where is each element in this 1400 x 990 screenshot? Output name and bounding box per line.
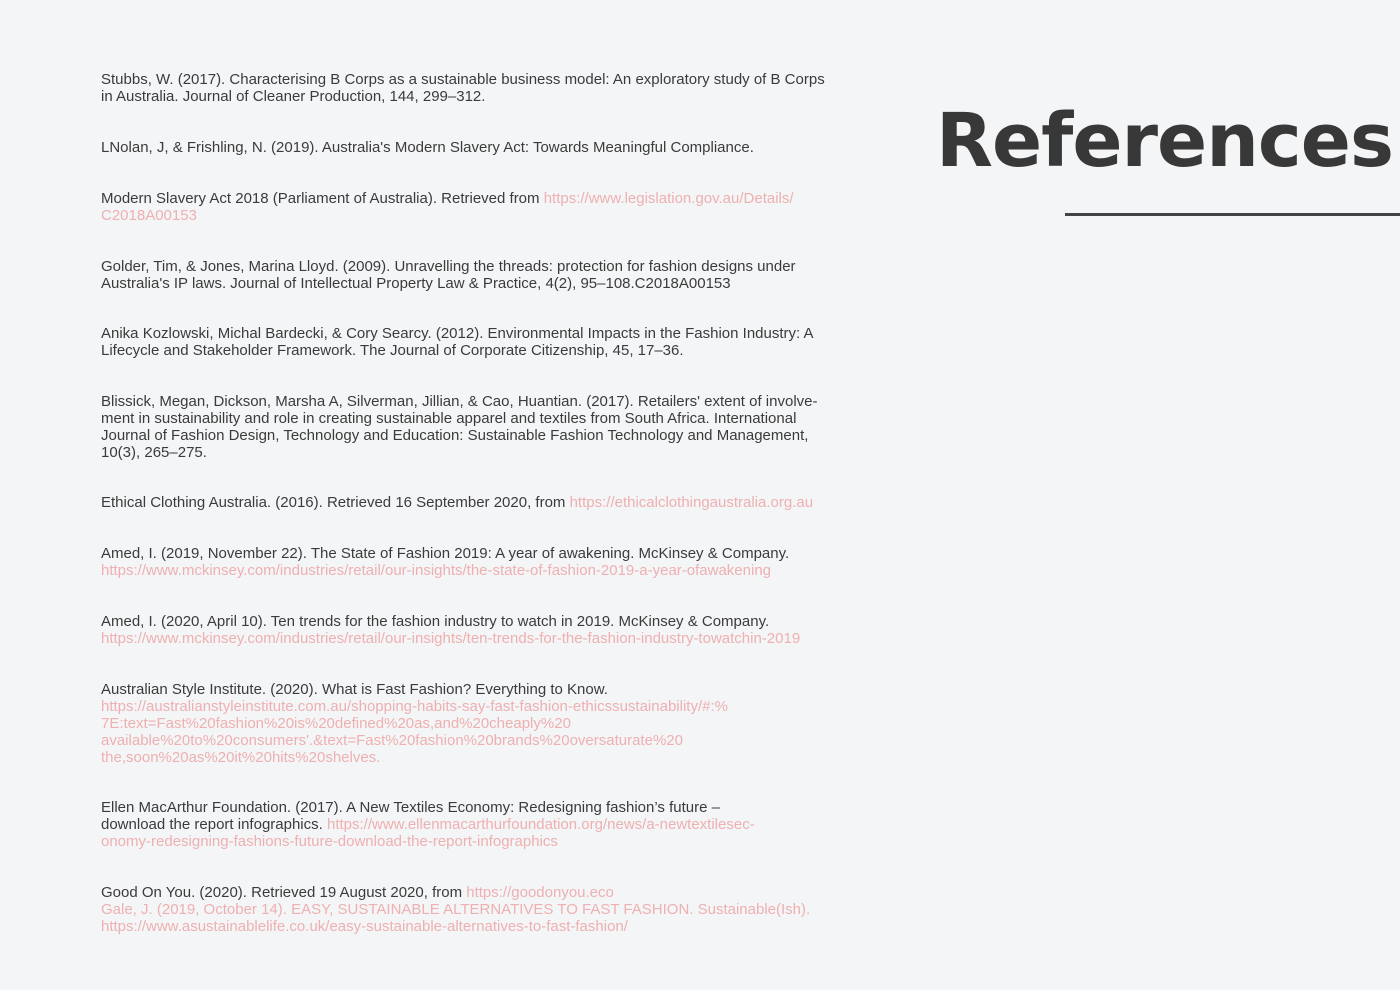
reference-line — [101, 732, 891, 749]
reference-text: download the report infographics. — [101, 816, 327, 833]
reference-link[interactable]: https://www.asustainablelife.co.uk/easy-sustainable-alternatives-to-fast-fashion/ — [101, 918, 628, 935]
reference-text: Stubbs, W. (2017). Characterising B Corps as a sustainable business model: An exploratory study of B Corps — [101, 71, 825, 88]
reference-text: Lifecycle and Stakeholder Framework. The Journal of Corporate Citizenship, 45, 17–36. — [101, 342, 684, 359]
reference-text: ment in sustainability and role in creating sustainable apparel and textiles from South Africa. International — [101, 410, 797, 427]
reference-link[interactable]: https://www.ellenmacarthurfoundation.org/news/a-newtextilesec- — [326, 816, 755, 833]
reference-line — [101, 613, 891, 630]
reference-text: Blissick, Megan, Dickson, Marsha A, Silverman, Jillian, & Cao, Huantian. (2017). Retailers' extent of involve- — [101, 393, 818, 410]
reference-link[interactable]: available%20to%20consumers'.&text=Fast%20fashion%20brands%20oversaturate%20 — [101, 732, 683, 749]
reference-line — [101, 393, 891, 410]
reference-line — [101, 749, 891, 766]
reference-line — [101, 139, 891, 156]
reference-text: 10(3), 265–275. — [101, 444, 207, 461]
reference-line — [101, 833, 891, 850]
reference-link[interactable]: the,soon%20as%20it%20hits%20shelves. — [101, 749, 381, 766]
page-title: References — [936, 98, 1394, 184]
reference-text: Australia's IP laws. Journal of Intellectual Property Law & Practice, 4(2), 95–108.C2018A00153 — [101, 275, 731, 292]
reference-line — [101, 698, 891, 715]
reference-entry — [101, 681, 891, 766]
reference-link[interactable]: https://goodonyou.eco — [466, 884, 614, 901]
reference-text: Modern Slavery Act 2018 (Parliament of Australia). Retrieved from — [101, 190, 544, 207]
reference-text: Amed, I. (2020, April 10). Ten trends for the fashion industry to watch in 2019. McKinsey & Company. — [101, 613, 770, 630]
reference-link[interactable]: 7E:text=Fast%20fashion%20is%20defined%20as,and%20cheaply%20 — [101, 715, 571, 732]
reference-entry — [101, 799, 891, 850]
reference-link[interactable]: C2018A00153 — [101, 207, 197, 224]
reference-line — [101, 901, 891, 918]
reference-line — [101, 275, 891, 292]
reference-line — [101, 342, 891, 359]
reference-entry — [101, 613, 891, 647]
reference-link[interactable]: https://www.mckinsey.com/industries/retail/our-insights/ten-trends-for-the-fashion-industry-towatchin-2019 — [101, 630, 801, 647]
reference-line — [101, 545, 891, 562]
reference-text: Ethical Clothing Australia. (2016). Retrieved 16 September 2020, from — [101, 494, 570, 511]
reference-text: Good On You. (2020). Retrieved 19 August 2020, from — [101, 884, 467, 901]
reference-text: Australian Style Institute. (2020). What is Fast Fashion? Everything to Know. — [101, 681, 608, 698]
reference-line — [101, 816, 891, 833]
reference-text: in Australia. Journal of Cleaner Production, 144, 299–312. — [101, 88, 486, 105]
title-underline — [1065, 213, 1400, 216]
reference-line — [101, 918, 891, 935]
reference-line — [101, 190, 891, 207]
reference-text: Ellen MacArthur Foundation. (2017). A New Textiles Economy: Redesigning fashion’s future – — [101, 799, 720, 816]
reference-entry — [101, 190, 891, 224]
reference-line — [101, 562, 891, 579]
reference-entry — [101, 139, 891, 156]
reference-line — [101, 494, 891, 511]
reference-line — [101, 258, 891, 275]
reference-line — [101, 88, 891, 105]
reference-line — [101, 427, 891, 444]
reference-entry — [101, 393, 891, 461]
reference-link[interactable]: onomy-redesigning-fashions-future-download-the-report-infographics — [101, 833, 558, 850]
reference-text: LNolan, J, & Frishling, N. (2019). Australia's Modern Slavery Act: Towards Meaningful Compliance. — [101, 139, 754, 156]
reference-line — [101, 207, 891, 224]
reference-link[interactable]: Gale, J. (2019, October 14). EASY, SUSTAINABLE ALTERNATIVES TO FAST FASHION. Sustainable(Ish). — [101, 901, 811, 918]
reference-entry — [101, 494, 891, 511]
reference-line — [101, 410, 891, 427]
reference-text: Journal of Fashion Design, Technology and Education: Sustainable Fashion Technology and Management, — [101, 427, 809, 444]
reference-entry — [101, 545, 891, 579]
reference-entry — [101, 325, 891, 359]
reference-line — [101, 884, 891, 901]
reference-text: Anika Kozlowski, Michal Bardecki, & Cory Searcy. (2012). Environmental Impacts in the Fashion Industry: A — [101, 325, 814, 342]
reference-line — [101, 325, 891, 342]
reference-link[interactable]: https://australianstyleinstitute.com.au/shopping-habits-say-fast-fashion-ethicssustainability/#:% — [101, 698, 728, 715]
reference-line — [101, 715, 891, 732]
reference-text: Golder, Tim, & Jones, Marina Lloyd. (2009). Unravelling the threads: protection for fashion designs under — [101, 258, 796, 275]
reference-entry — [101, 884, 891, 935]
reference-line — [101, 799, 891, 816]
reference-entry — [101, 71, 891, 105]
reference-line — [101, 630, 891, 647]
reference-link[interactable]: https://www.mckinsey.com/industries/retail/our-insights/the-state-of-fashion-2019-a-year-ofawakening — [101, 562, 772, 579]
reference-line — [101, 71, 891, 88]
reference-link[interactable]: https://ethicalclothingaustralia.org.au — [569, 494, 814, 511]
reference-line — [101, 444, 891, 461]
reference-entry — [101, 258, 891, 292]
reference-line — [101, 681, 891, 698]
reference-link[interactable]: https://www.legislation.gov.au/Details/ — [543, 190, 794, 207]
reference-text: Amed, I. (2019, November 22). The State of Fashion 2019: A year of awakening. McKinsey & Company. — [101, 545, 790, 562]
